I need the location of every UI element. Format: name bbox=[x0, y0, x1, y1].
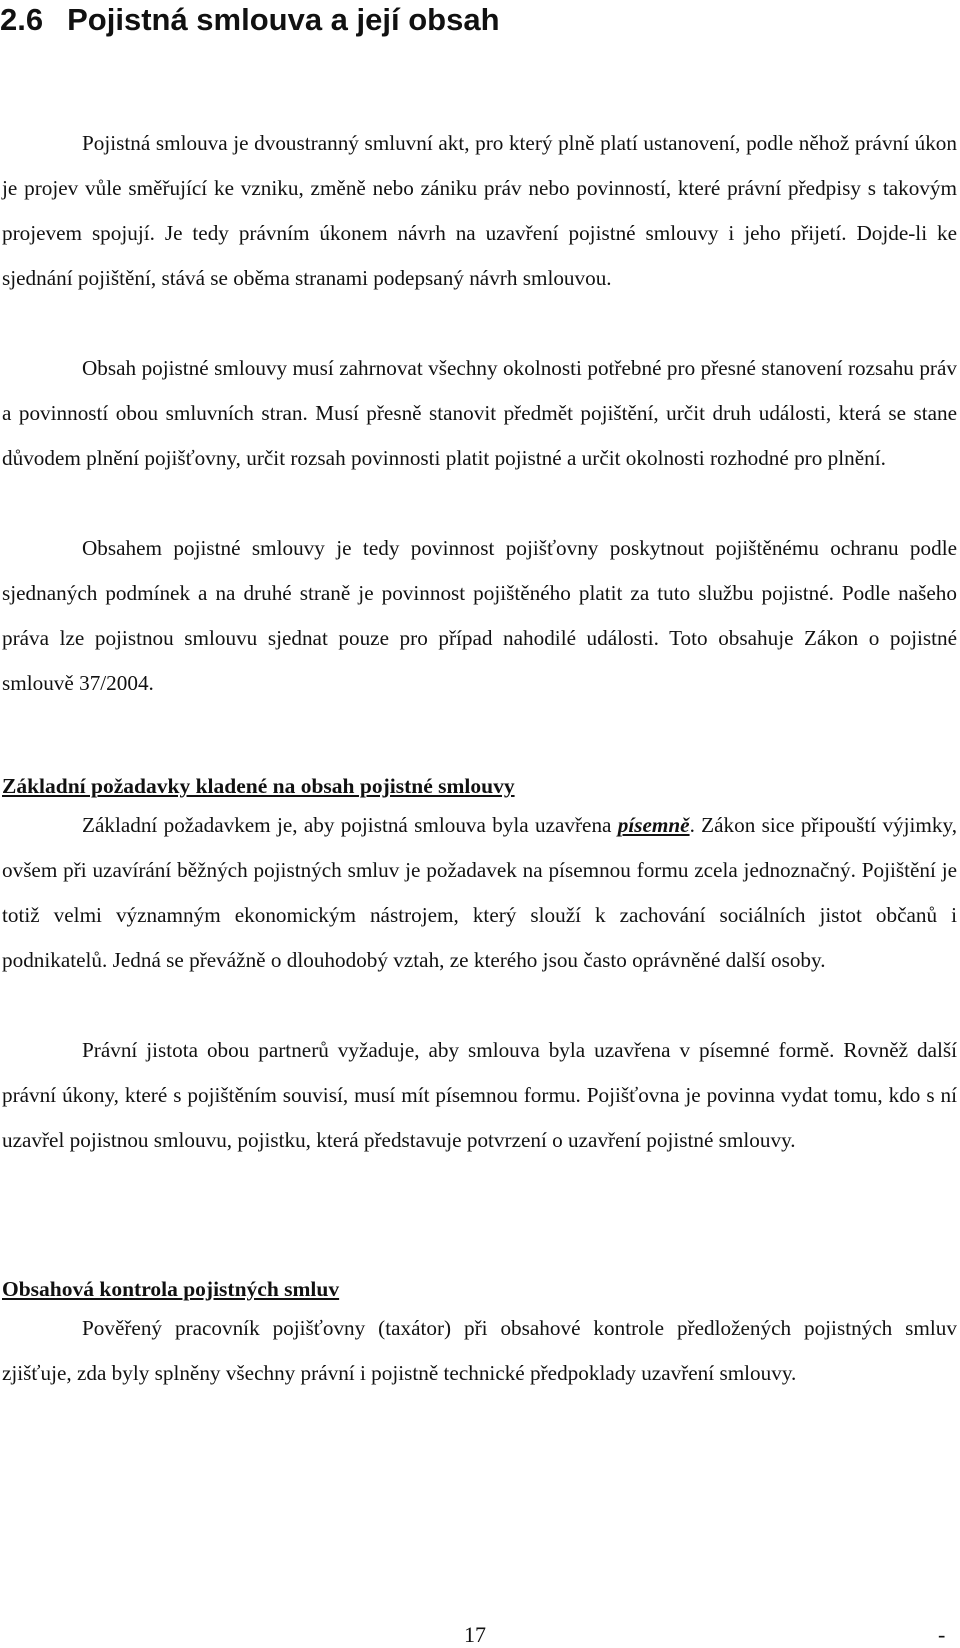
chapter-title-text: Pojistná smlouva a její obsah bbox=[67, 2, 500, 37]
intro-paragraph-2: Obsah pojistné smlouvy musí zahrnovat všechny okolnosti potřebné pro přesné stanovení rozsahu práv a povinností obou smluvních stran. Musí přesně stanovit předmět pojištění, určit druh události, která se stane důvodem plnění pojišťovny, určit rozsah povinnosti platit pojistné a určit okolnosti rozhodné pro plnění. bbox=[2, 356, 957, 470]
page-dash: - bbox=[938, 1622, 946, 1647]
requirements-paragraph-2: Právní jistota obou partnerů vyžaduje, aby smlouva byla uzavřena v písemné formě. Rovněž další právní úkony, které s pojištěním souvisí, musí mít písemnou formu. Pojišťovna je povinna vydat tomu, kdo s ní uzavřel pojistnou smlouvu, pojistku, která představuje potvrzení o uzavření pojistné smlouvy. bbox=[2, 1038, 957, 1152]
section-heading-control: Obsahová kontrola pojistných smluv bbox=[2, 1277, 340, 1301]
emphasis-written: písemně bbox=[617, 813, 690, 837]
requirements-text-start: Základní požadavkem je, aby pojistná smlouva byla uzavřena bbox=[82, 813, 618, 837]
control-paragraph-1: Pověřený pracovník pojišťovny (taxátor) při obsahové kontrole předložených pojistných smluv zjišťuje, zda byly splněny všechny právní i pojistně technické předpoklady uzavření smlouvy. bbox=[2, 1316, 957, 1385]
page-number: 17 bbox=[464, 1622, 486, 1647]
intro-paragraph-1: Pojistná smlouva je dvoustranný smluvní akt, pro který plně platí ustanovení, podle něhož právní úkon je projev vůle směřující ke vzniku, změně nebo zániku práv nebo povinností, které právní předpisy s takovým projevem spojují. Je tedy právním úkonem návrh na uzavření pojistné smlouvy i jeho přijetí. Dojde-li ke sjednání pojištění, stává se oběma stranami podepsaný návrh smlouvou. bbox=[2, 131, 957, 290]
chapter-number: 2.6 bbox=[0, 2, 44, 37]
intro-paragraph-3: Obsahem pojistné smlouvy je tedy povinnost pojišťovny poskytnout pojištěnému ochranu podle sjednaných podmínek a na druhé straně je povinnost pojištěného platit za tuto službu pojistné. Podle našeho práva lze pojistnou smlouvu sjednat pouze pro případ nahodilé události. Toto obsahuje Zákon o pojistné smlouvě 37/2004. bbox=[2, 536, 957, 695]
requirements-text-rest: . Zákon sice připouští výjimky, ovšem při uzavírání běžných pojistných smluv je požadavek na písemnou formu zcela jednoznačný. Pojištění je totiž velmi významným ekonomickým nástrojem, který slouží k zachování sociálních jistot občanů i podnikatelů. Jedná se převážně o dlouhodobý vztah, ze kterého jsou často oprávněné další osoby. bbox=[2, 813, 957, 972]
chapter-title bbox=[0, 2, 500, 38]
section-heading-requirements: Základní požadavky kladené na obsah pojistné smlouvy bbox=[2, 774, 515, 798]
requirements-paragraph-1 bbox=[2, 803, 957, 983]
